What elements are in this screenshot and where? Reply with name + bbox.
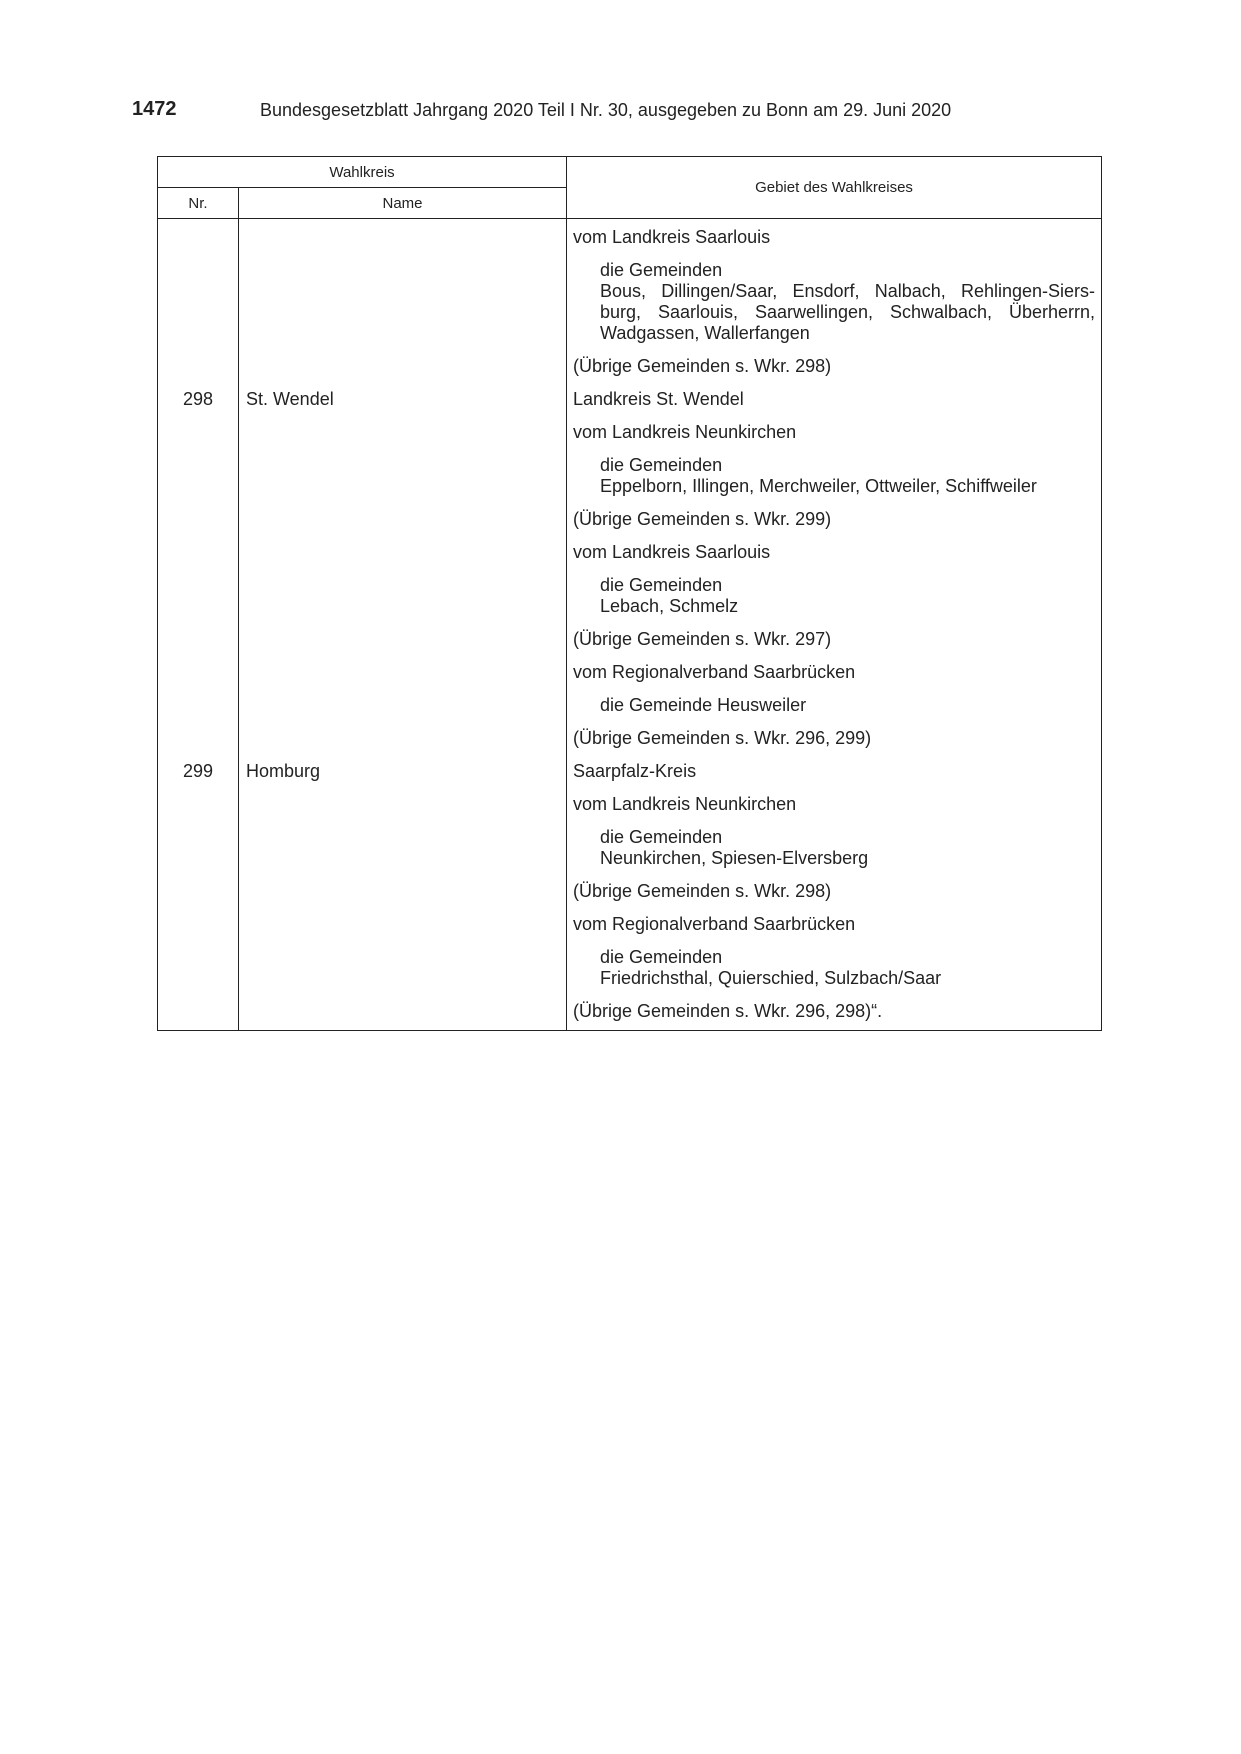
- area-cell: [567, 385, 1102, 757]
- table-row: [158, 385, 1102, 757]
- page-number: 1472: [132, 98, 177, 120]
- area-line: (Übrige Gemeinden s. Wkr. 296, 299): [573, 728, 872, 748]
- header-nr: Nr.: [158, 188, 239, 219]
- table-row: [158, 757, 1102, 1031]
- area-line: (Übrige Gemeinden s. Wkr. 296, 298)“.: [573, 1001, 883, 1021]
- running-head: Bundesgesetzblatt Jahrgang 2020 Teil I Nr. 30, ausgegeben zu Bonn am 29. Juni 2020: [260, 100, 952, 120]
- area-line: vom Landkreis Saarlouis: [573, 227, 771, 247]
- header-wahlkreis: Wahlkreis: [158, 157, 567, 188]
- district-number: 299: [158, 757, 239, 1031]
- area-cell: [567, 757, 1102, 1031]
- area-line: vom Regionalverband Saarbrücken: [573, 662, 856, 682]
- area-line: (Übrige Gemeinden s. Wkr. 299): [573, 509, 832, 529]
- area-line: die Gemeinden: [600, 827, 723, 847]
- area-line: Eppelborn, Illingen, Merchweiler, Ottweiler, Schiffweiler: [600, 476, 1037, 496]
- area-line: Lebach, Schmelz: [600, 596, 739, 616]
- area-line: Saarpfalz-Kreis: [573, 761, 697, 781]
- area-line: die Gemeinden: [600, 260, 723, 280]
- district-number: 298: [158, 385, 239, 757]
- area-line: Neunkirchen, Spiesen-Elversberg: [600, 848, 869, 868]
- area-line: Friedrichsthal, Quierschied, Sulzbach/Saar: [600, 968, 942, 988]
- area-line: (Übrige Gemeinden s. Wkr. 297): [573, 629, 832, 649]
- area-line: vom Landkreis Saarlouis: [573, 542, 771, 562]
- header-name: Name: [239, 188, 567, 219]
- area-line: vom Regionalverband Saarbrücken: [573, 914, 856, 934]
- area-line: vom Landkreis Neunkirchen: [573, 794, 797, 814]
- area-line: (Übrige Gemeinden s. Wkr. 298): [573, 356, 832, 376]
- name-cell: [239, 219, 567, 386]
- area-line: Landkreis St. Wendel: [573, 389, 744, 409]
- electoral-district-table: [157, 156, 1102, 1031]
- header-gebiet: Gebiet des Wahlkreises: [567, 157, 1102, 219]
- area-line: vom Landkreis Neunkirchen: [573, 422, 797, 442]
- area-line: (Übrige Gemeinden s. Wkr. 298): [573, 881, 832, 901]
- nr-cell: [158, 219, 239, 386]
- area-line: Bous, Dillingen/Saar, Ensdorf, Nalbach, Rehlingen-Siers-burg, Saarlouis, Saarwellingen, Schwalbach, Überherrn, Wadgassen, Wallerfangen: [600, 281, 1096, 343]
- area-line: die Gemeinden: [600, 575, 723, 595]
- area-line: die Gemeinde Heusweiler: [600, 695, 807, 715]
- area-line: die Gemeinden: [600, 455, 723, 475]
- area-cell: [567, 219, 1102, 386]
- district-name: St. Wendel: [239, 385, 567, 757]
- table-row: [158, 219, 1102, 386]
- district-name: Homburg: [239, 757, 567, 1031]
- area-line: die Gemeinden: [600, 947, 723, 967]
